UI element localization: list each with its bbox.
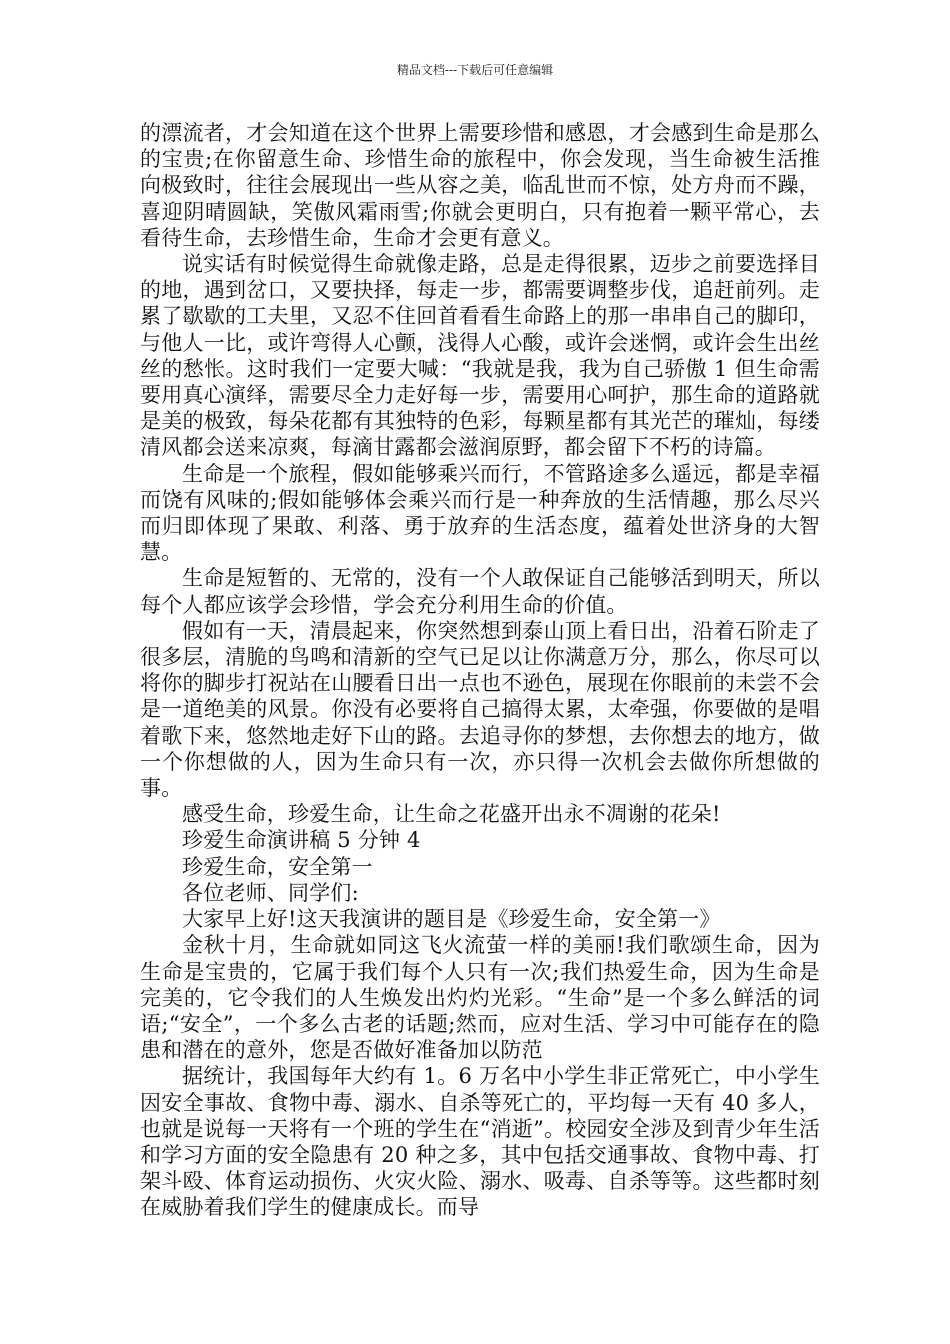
document-body [140, 120, 820, 1221]
salutation: 各位老师、同学们: [182, 880, 359, 905]
paragraph-4: 生命是短暂的、无常的，没有一个人敢保证自己能够活到明天，所以每个人都应该学会珍惜，学会充分利用生命的价值。 [140, 566, 820, 617]
paragraph-5: 假如有一天，清晨起来，你突然想到泰山顶上看日出，沿着石阶走了很多层，清脆的鸟鸣和清新的空气已足以让你满意万分，那么，你尽可以将你的脚步打祝站在山腰看日出一点也不逊色，展现在你眼前的未尝不会是一道绝美的风景。你没有必要将自己搞得太累，太牵强，你要做的是唱着歌下来，悠然地走好下山的路。去追寻你的梦想，去你想去的地方，做一个你想做的人，因为生命只有一次，亦只得一次机会去做你所想做的事。 [140, 618, 820, 801]
paragraph-2: 说实话有时候觉得生命就像走路，总是走得很累，迈步之前要选择目的地，遇到岔口，又要抉择，每走一步，都需要调整步伐，追赶前列。走累了歇歇的工夫里，又忍不住回首看看生命路上的那一串串自己的脚印，与他人一比，或许弯得人心颤，浅得人心酸，或许会迷惘，或许会生出丝丝的愁怅。这时我们一定要大喊：“我就是我，我为自己骄傲 1 但生命需要用真心演绎，需要尽全力走好每一步，需要用心呵护，那生命的道路就是美的极致，每朵花都有其独特的色彩，每颗星都有其光芒的璀灿，每缕清风都会送来凉爽，每滴甘露都会滋润原野，都会留下不朽的诗篇。 [140, 252, 820, 460]
page-header: 精品文档---下载后可任意编辑 [396, 63, 554, 77]
paragraph-12: 据统计，我国每年大约有 1。6 万名中小学生非正常死亡，中小学生因安全事故、食物中毒、溺水、自杀等死亡的，平均每一天有 40 多人，也就是说每一天将有一个班的学生在“消逝”。校园安全涉及到青少年生活和学习方面的安全隐患有 20 种之多，其中包括交通事故、食物中毒、打架斗殴、体育运动损伤、火灾火险、溺水、吸毒、自杀等等。这些都时刻在威胁着我们学生的健康成长。而导 [140, 1064, 820, 1220]
paragraph-11: 金秋十月，生命就如同这飞火流萤一样的美丽!我们歌颂生命，因为生命是宝贵的，它属于我们每个人只有一次;我们热爱生命，因为生命是完美的，它令我们的人生焕发出灼灼光彩。“生命”是一个多么鲜活的词语;“安全”，一个多么古老的话题;然而，应对生活、学习中可能存在的隐患和潜在的意外，您是否做好准备加以防范 [140, 933, 820, 1063]
speech-title: 珍爱生命，安全第一 [182, 854, 373, 879]
paragraph-6: 感受生命，珍爱生命，让生命之花盛开出永不凋谢的花朵! [182, 802, 721, 827]
speech-heading: 珍爱生命演讲稿 5 分钟 4 [182, 828, 421, 853]
paragraph-1: 的漂流者，才会知道在这个世界上需要珍惜和感恩，才会感到生命是那么的宝贵;在你留意生命、珍惜生命的旅程中，你会发现，当生命被生活推向极致时，往往会展现出一些从容之美，临乱世而不惊，处方舟而不躁，喜迎阴晴圆缺，笑傲风霜雨雪;你就会更明白，只有抱着一颗平常心，去看待生命，去珍惜生命，生命才会更有意义。 [140, 121, 820, 250]
greeting-line: 大家早上好!这天我演讲的题目是《珍爱生命，安全第一》 [182, 907, 721, 932]
paragraph-3: 生命是一个旅程，假如能够乘兴而行，不管路途多么遥远，都是幸福而饶有风味的;假如能够体会乘兴而行是一种奔放的生活情趣，那么尽兴而归即体现了果敢、利落、勇于放弃的生活态度，蕴着处世济身的大智慧。 [140, 461, 820, 565]
